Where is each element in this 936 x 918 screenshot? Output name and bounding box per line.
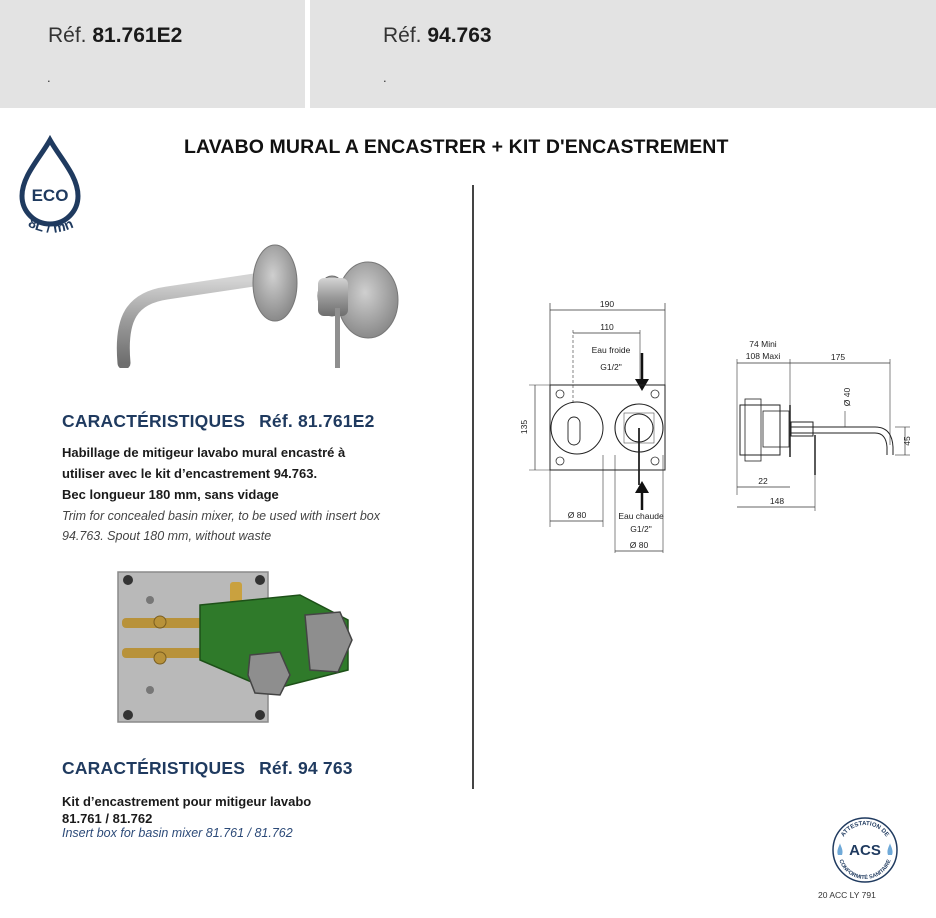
product1-desc-en-2: 94.763. Spout 180 mm, without waste bbox=[62, 529, 272, 543]
dim-spout-height: 45 bbox=[902, 436, 912, 446]
product1-desc-fr-1: Habillage de mitigeur lavabo mural encastré à bbox=[62, 445, 346, 460]
ref-box-right bbox=[310, 0, 936, 108]
eco-drop-icon bbox=[10, 134, 90, 246]
product1-desc-en-1: Trim for concealed basin mixer, to be used with insert box bbox=[62, 509, 380, 523]
dim-depth-min: 74 Mini bbox=[749, 339, 777, 349]
cold-water-label: Eau froide bbox=[591, 345, 631, 355]
product2-desc-fr-2: 81.761 / 81.762 bbox=[62, 811, 153, 826]
dim-width-total: 190 bbox=[599, 299, 615, 309]
eco-flow-label: 8L / mn bbox=[26, 214, 76, 236]
page-title: LAVABO MURAL A ENCASTRER + KIT D'ENCASTREMENT bbox=[184, 136, 729, 158]
ref-left bbox=[48, 24, 182, 48]
acs-code: 20 ACC LY 791 bbox=[818, 890, 876, 900]
hot-water-thread: G1/2" bbox=[630, 524, 652, 534]
product1-heading-text: CARACTÉRISTIQUES bbox=[62, 411, 246, 431]
acs-ring-bottom: CONFORMITÉ SANITAIRE bbox=[837, 858, 893, 882]
acs-label: ACS bbox=[849, 842, 881, 859]
product1-ref: Réf. 81.761E2 bbox=[259, 411, 375, 431]
product2-ref: Réf. 94 763 bbox=[259, 758, 353, 778]
ref-right-label: Réf. bbox=[383, 24, 422, 47]
faucet-trim-image bbox=[112, 238, 412, 368]
dim-depth-max: 108 Maxi bbox=[745, 351, 781, 361]
eco-label: ECO bbox=[31, 186, 69, 205]
ref-left-dot: . bbox=[47, 70, 51, 85]
ref-right bbox=[383, 24, 492, 48]
product2-heading bbox=[62, 758, 353, 779]
acs-certification-icon bbox=[830, 815, 900, 885]
insert-box-image bbox=[100, 560, 370, 730]
ref-left-number: 81.761E2 bbox=[92, 24, 183, 47]
ref-left-label: Réf. bbox=[48, 24, 87, 47]
dim-total-length: 148 bbox=[769, 496, 785, 506]
side-view-drawing bbox=[715, 335, 920, 515]
dim-diam-left: Ø 80 bbox=[567, 510, 587, 520]
cold-water-thread: G1/2" bbox=[600, 362, 622, 372]
ref-box-left bbox=[0, 0, 305, 108]
product1-heading bbox=[62, 411, 375, 432]
dim-diam-right: Ø 80 bbox=[629, 540, 649, 550]
product2-desc-fr-1: Kit d’encastrement pour mitigeur lavabo bbox=[62, 794, 312, 809]
dim-spout-reach: 175 bbox=[830, 352, 846, 362]
dim-width-inner: 110 bbox=[600, 322, 614, 332]
vertical-divider bbox=[472, 185, 474, 789]
product2-desc-en: Insert box for basin mixer 81.761 / 81.762 bbox=[62, 826, 293, 840]
product1-desc-fr-2: utiliser avec le kit d’encastrement 94.763. bbox=[62, 466, 318, 481]
ref-right-dot: . bbox=[383, 70, 387, 85]
front-view-drawing bbox=[515, 295, 695, 560]
product2-heading-text: CARACTÉRISTIQUES bbox=[62, 758, 246, 778]
product1-desc-fr-3: Bec longueur 180 mm, sans vidage bbox=[62, 487, 279, 502]
ref-right-number: 94.763 bbox=[427, 24, 492, 47]
dim-height: 135 bbox=[519, 419, 529, 435]
dim-spout-diam: Ø 40 bbox=[842, 387, 852, 407]
acs-ring-top: ATTESTATION DE bbox=[840, 820, 890, 839]
dim-lever-offset: 22 bbox=[758, 476, 768, 486]
hot-water-label: Eau chaude bbox=[618, 511, 664, 521]
